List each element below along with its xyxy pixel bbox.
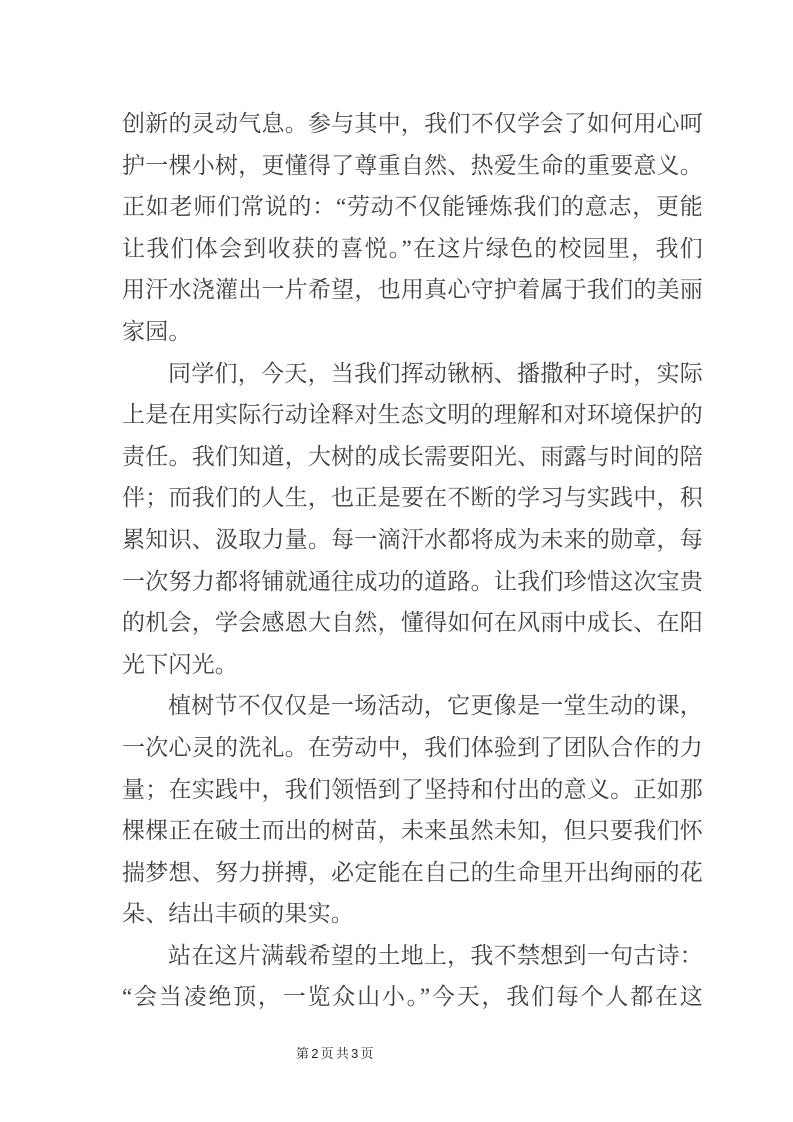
text-line: 朵、结出丰硕的果实。: [122, 901, 354, 927]
text-line: 累知识、汲取力量。每一滴汗水都将成为未来的勋章，每: [122, 526, 703, 552]
text-line: 植树节不仅仅是一场活动，它更像是一堂生动的课，: [168, 693, 703, 719]
text-line: 让我们体会到收获的喜悦。”在这片绿色的校园里，我们: [122, 235, 703, 261]
text-line: 家园。: [122, 318, 192, 344]
text-line: 站在这片满载希望的土地上，我不禁想到一句古诗：: [168, 942, 703, 968]
page-number-label: 第2页共3页: [296, 1046, 376, 1061]
paragraph: [122, 685, 703, 935]
page-footer: [296, 1043, 376, 1062]
paragraph: [122, 353, 703, 686]
document-body: [122, 103, 703, 1018]
text-line: 用汗水浇灌出一片希望，也用真心守护着属于我们的美丽: [122, 277, 703, 303]
text-line: 护一棵小树，更懂得了尊重自然、热爱生命的重要意义。: [122, 152, 703, 178]
text-line: 一次努力都将铺就通往成功的道路。让我们珍惜这次宝贵: [122, 568, 703, 594]
text-line: 的机会，学会感恩大自然，懂得如何在风雨中成长、在阳: [122, 610, 703, 636]
text-line: 一次心灵的洗礼。在劳动中，我们体验到了团队合作的力: [122, 734, 703, 760]
paragraph: [122, 103, 703, 353]
text-line: 责任。我们知道，大树的成长需要阳光、雨露与时间的陪: [122, 443, 703, 469]
text-line: 同学们，今天，当我们挥动锹柄、播撒种子时，实际: [168, 360, 703, 386]
text-line: 揣梦想、努力拼搏，必定能在自己的生命里开出绚丽的花: [122, 859, 703, 885]
text-line: “会当凌绝顶，一览众山小。”今天，我们每个人都在这: [122, 984, 703, 1010]
text-line: 伴；而我们的人生，也正是要在不断的学习与实践中，积: [122, 485, 703, 511]
text-line: 上是在用实际行动诠释对生态文明的理解和对环境保护的: [122, 402, 703, 428]
text-line: 光下闪光。: [122, 651, 238, 677]
text-line: 正如老师们常说的：“劳动不仅能锤炼我们的意志，更能: [122, 194, 703, 220]
text-line: 量；在实践中，我们领悟到了坚持和付出的意义。正如那: [122, 776, 703, 802]
text-line: 棵棵正在破土而出的树苗，未来虽然未知，但只要我们怀: [122, 818, 703, 844]
paragraph: [122, 935, 703, 1018]
text-line: 创新的灵动气息。参与其中，我们不仅学会了如何用心呵: [122, 111, 703, 136]
